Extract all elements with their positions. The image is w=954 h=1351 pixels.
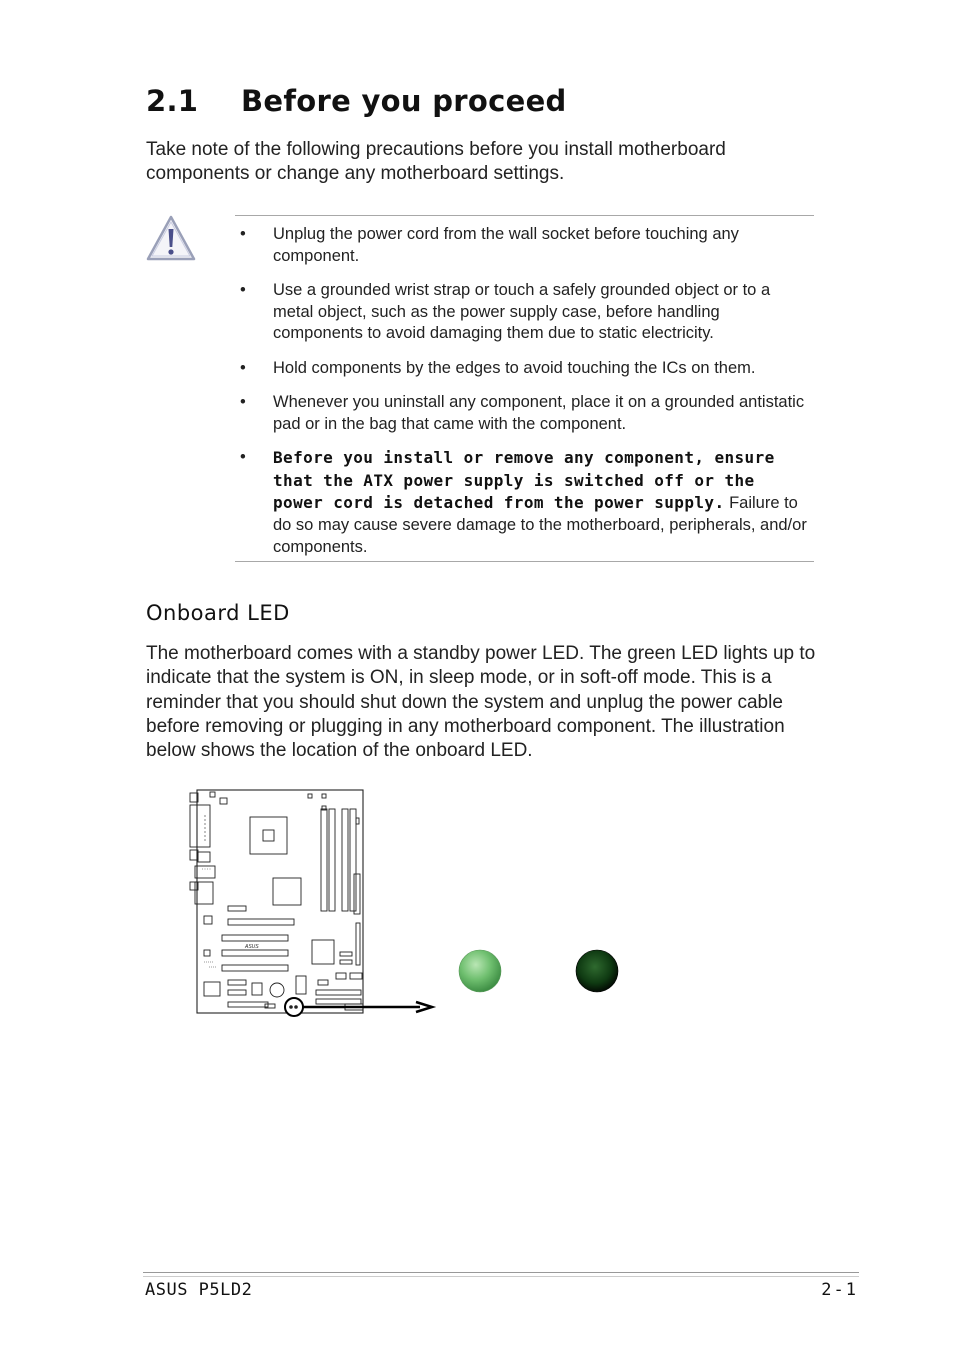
- onboard-led-illustration: [180, 780, 640, 1030]
- footer-product-name: ASUS P5LD2: [145, 1280, 253, 1300]
- section-title: Before you proceed: [241, 84, 567, 118]
- section-number: 2.1: [146, 84, 199, 118]
- warning-item-text: Whenever you uninstall any component, place it on a grounded antistatic pad or in the bag that came with the component.: [273, 393, 805, 433]
- bullet-dot: •: [240, 448, 246, 466]
- onboard-led-paragraph: The motherboard comes with a standby power LED. The green LED lights up to indicate that the system is ON, in sleep mode, or in soft-off mode. This is a reminder that you should shut down the system and unplug the power cable before removing or plugging in any motherboard component. The illustration below shows the location of the onboard LED.: [146, 643, 816, 762]
- led-location-marker: [285, 998, 303, 1016]
- board-texture: [202, 815, 216, 967]
- warning-item-text: Hold components by the edges to avoid touching the ICs on them.: [273, 359, 756, 377]
- section-heading: [146, 84, 567, 118]
- bullet-dot: •: [240, 225, 246, 243]
- onboard-led-heading: Onboard LED: [146, 601, 290, 625]
- footer-page-number: 2-1: [821, 1280, 858, 1300]
- bullet-dot: •: [240, 281, 246, 299]
- intro-paragraph: Take note of the following precautions before you install motherboard components or change any motherboard settings.: [146, 139, 726, 184]
- led-on-icon: [459, 950, 501, 992]
- warning-item-text: Use a grounded wrist strap or touch a safely grounded object or to a metal object, such as the power supply case, before handling components to avoid damaging them due to static electricity.: [273, 281, 771, 343]
- warning-item-text: [273, 447, 813, 559]
- footer-divider: [143, 1272, 859, 1277]
- warning-item-text: Unplug the power cord from the wall socket before touching any component.: [273, 225, 739, 265]
- led-off-icon: [576, 950, 618, 992]
- warning-item-tail: Failure to do so may cause severe damage to the motherboard, peripherals, and/or components.: [273, 494, 807, 556]
- warning-emphasis: Before you install or remove any component, ensure that the ATX power supply is switched off or the power cord is detached from the power supply.: [273, 448, 775, 513]
- board-logo: ASUS: [245, 944, 259, 950]
- bullet-dot: •: [240, 359, 246, 377]
- motherboard-layout: [190, 790, 363, 1013]
- bullet-dot: •: [240, 393, 246, 411]
- warning-notice: [235, 215, 814, 562]
- warning-triangle-icon: [145, 214, 197, 262]
